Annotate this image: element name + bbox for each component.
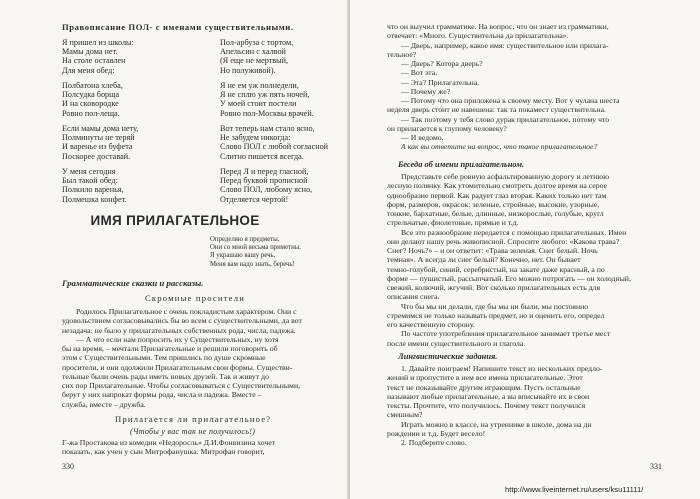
story-text: Родилось Прилагательное с очень покладистым характером. Они с удовольствием согласовывались бы во всем с существительными, да вот незадача: не было у прилагательных собственных рода, числа, падежа. — А что если нам попросить их у Существительных, ну хотя бы на время, – мечтали Прилагательные и решили поговорить об этом с Существительными. Тем пришлись по душе скромные просители, и они одолжили Прилагательным свои формы. Существи- тельные были очень рады иметь новых друзей. Так и живут до сих пор Прилагательные. Чтобы согласовываться с Существительными, берут у них напрокат формы рода, числа и падежа. Вместе – служба, вместе – дружба. [62, 307, 302, 409]
poem-stanza: Полбатона хлеба, Полсудка борща И на сковородке Ровно пол-леща. [62, 81, 123, 118]
conversation-text: Представьте себе ровную асфальтированную дорогу и летнюю лесную полянку. Как утомительно смотреть долгое время на серое однообразие первой. Как радует глаз вторая. Каких только нет там форм, размеров, окрасок: зеленые, стройные, высокие, узорные, тонкие, бархатные, белые, длинные, низкорослые, голубые, кругл стрельчатые, фиолетовые, прямые и т.д. Все это разнообразие передается с помощью прилагательных. Имен они делают нашу речь живописной. Спросите любого: «Какова трава? Снег? Ночь?» – и он ответит: «Трава зеленая. Снег белый. Ночь темная». А всегда ли снег белый? Конечно, нет. Он бывает темно-голубой, синий, серебристый, на закате даже красный, а по форме — пушистый, рассыпчатый. Его можно потрогать — он холодный, свежий, колючий, жгучий. Вот сколько прилагательных есть для описания снега. Что бы мы ни делали, где бы мы ни были, мы постоянно стремимся не только называть предмет, но и оценить его, определ его качественную сторону. По частоте употребления прилагательное занимает третье мест после имени существительного и глагола. [387, 172, 631, 348]
dialogue-text: что он выучил грамматике. На вопрос, что он знает из грамматики, отвечает: «Много. Существительна да прилагательна». — Дверь, например, какое имя: существительное или прилага- тельное? — Дверь? Котора дверь? — Вот эта. — Эта? Прилагательна. — Почему же? — Потому что она приложена к своему месту. Вот у чулана шеста неделя дверь стоит не навешена: так та покамест существительна. — Так поэтому у тебя слово дурак прилагательное, потому что он прилагается к глупому человеку? — И ведомо. А как вы ответите на вопрос, что такое прилагательное? [387, 22, 620, 152]
story-title: Скромные просители [145, 293, 245, 303]
poem-stanza: У меня сегодня Был такой обед: Полкило варенья, Полмешка конфет. [62, 167, 127, 204]
chapter-title: ИМЯ ПРИЛАГАТЕЛЬНОЕ [90, 213, 260, 228]
section-heading: Лингвистические задания. [398, 352, 498, 361]
watermark-url: http://www.liveinternet.ru/users/ksu11111/ [505, 485, 644, 494]
section-heading: Грамматические сказки и рассказы. [62, 278, 204, 288]
section-heading: Беседа об имени прилагательном. [398, 160, 525, 169]
right-page [350, 0, 700, 499]
epigraph: Определяю я предметы, Они со мной весьма приметны. Я украшаю вашу речь, Меня вам надо знать, беречь! [210, 236, 301, 268]
poem-stanza: Если мамы дома нету, Полминуты не теряй И варенье из буфета Поскорее доставай. [62, 124, 139, 161]
page-number: 331 [650, 462, 662, 471]
page-number: 330 [62, 462, 74, 471]
poem-stanza: Пол-арбуза с тортом, Апельсин с халвой (Я еще не мертвый, Но полуживой). [220, 38, 294, 75]
story-title: Прилагается ли прилагательное? [115, 414, 272, 424]
story-text: Г-жа Простакова из комедии «Недоросль» Д.И.Фонвизина хочет показать, как учен у сын Митрофанушка. Митрофан говорит, [62, 438, 276, 457]
poem-stanza: Я не ем уж полнедели, Я не сплю уж пять ночей, У моей стоит постели Ровно пол-Москвы врачей. [220, 81, 314, 118]
story-subtitle: (Чтобы у вас так не получилось!) [130, 427, 256, 436]
poem-title: Правописание ПОЛ- с именами существительными. [62, 22, 294, 32]
poem-stanza: Перед Л и перед гласной, Перед буквой прописной Слово ПОЛ, любому ясно, Отделяется чертой! [220, 167, 313, 204]
poem-stanza: Я пришел из школы: Мамы дома нет. На столе оставлен Для меня обед: [62, 38, 134, 75]
task-text: 1. Давайте поиграем! Напишите текст из нескольких предло- жений и пропустите в нем все имена прилагательные. Этот текст не показывайте другим играющим. Пусть остальные называют любые прилагательные, а вы вписывайте их в свои тексты. Прочтите, что получилось. Почему текст получился смешным? Играть можно в классе, на утреннике в школе, дома на дн рождении и т.д. Будет весело! 2. Подберите слово. [387, 364, 603, 447]
poem-stanza: Вот теперь нам стало ясно, Не забудем никогда: Слово ПОЛ с любой согласной Слитно пишется всегда. [220, 124, 329, 161]
